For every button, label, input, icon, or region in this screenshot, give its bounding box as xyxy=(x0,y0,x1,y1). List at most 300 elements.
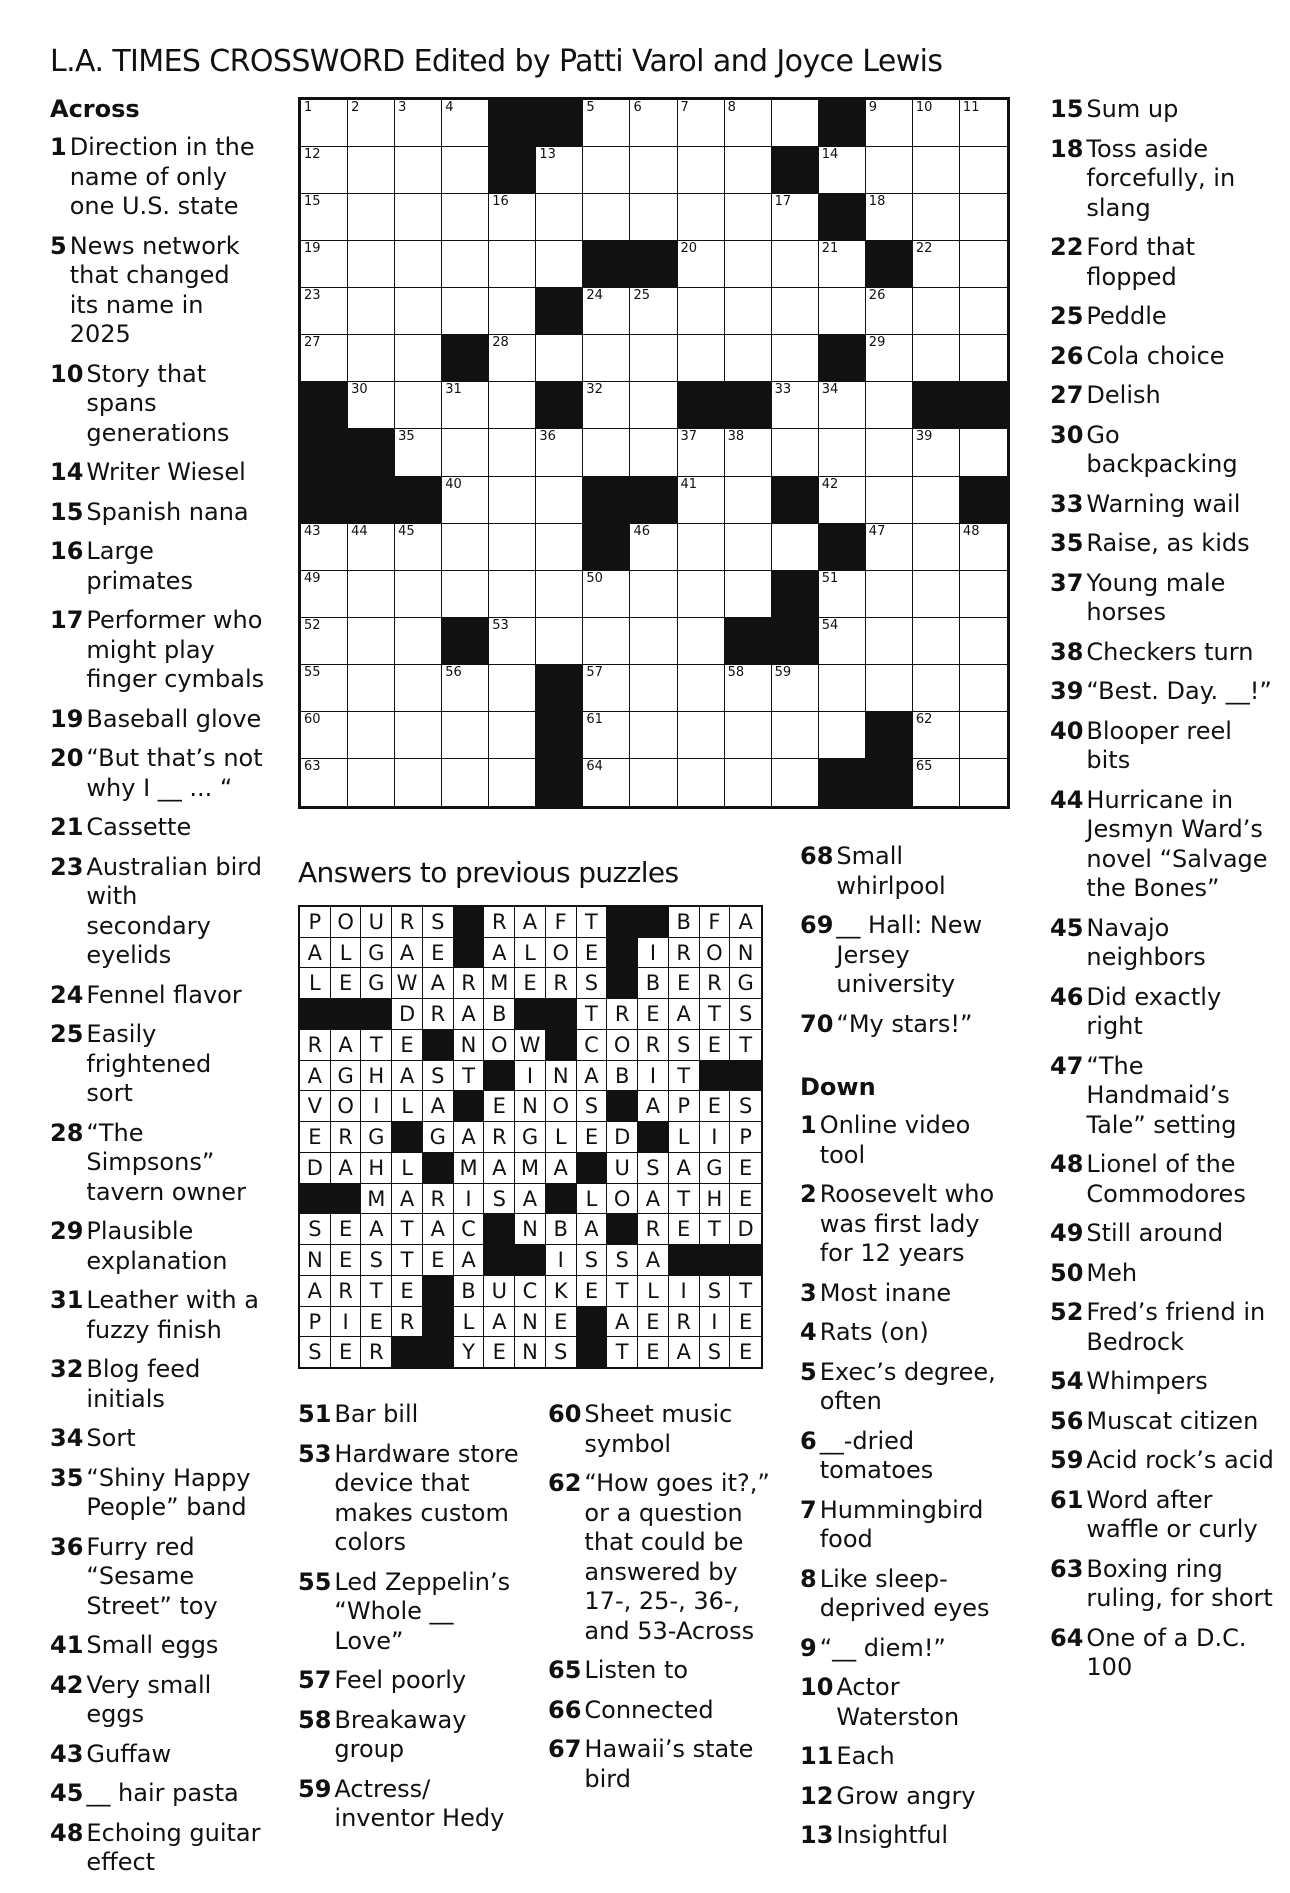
grid-cell[interactable] xyxy=(913,477,960,524)
answer-cell: O xyxy=(607,1184,638,1215)
grid-cell[interactable] xyxy=(772,241,819,288)
grid-cell[interactable] xyxy=(395,100,442,147)
grid-cell[interactable] xyxy=(536,429,583,476)
clue-list xyxy=(800,1111,1015,1851)
clue-item xyxy=(298,1706,523,1765)
grid-cell[interactable] xyxy=(348,571,395,618)
grid-cell[interactable] xyxy=(866,147,913,194)
grid-cell[interactable] xyxy=(489,241,536,288)
clue-number: 7 xyxy=(800,1495,817,1524)
grid-cell[interactable] xyxy=(395,147,442,194)
answer-cell: B xyxy=(638,968,669,999)
grid-cell[interactable] xyxy=(536,194,583,241)
grid-cell[interactable] xyxy=(819,571,866,618)
answer-cell: R xyxy=(484,1122,515,1153)
block-cell xyxy=(678,382,725,429)
grid-cell[interactable] xyxy=(678,241,725,288)
grid-cell[interactable] xyxy=(395,241,442,288)
grid-cell[interactable] xyxy=(819,382,866,429)
grid-cell[interactable] xyxy=(725,429,772,476)
grid-cell[interactable] xyxy=(866,477,913,524)
grid-cell[interactable] xyxy=(301,335,348,382)
cell-number: 22 xyxy=(915,241,933,257)
grid-cell[interactable] xyxy=(583,194,630,241)
clue-text: News network that changed its name in 2025 xyxy=(69,231,240,348)
grid-cell[interactable] xyxy=(442,147,489,194)
grid-cell[interactable] xyxy=(725,665,772,712)
answer-block-cell xyxy=(392,1122,423,1153)
answer-cell: A xyxy=(300,1061,331,1092)
grid-cell[interactable] xyxy=(395,665,442,712)
grid-cell[interactable] xyxy=(772,429,819,476)
grid-cell[interactable] xyxy=(866,665,913,712)
grid-cell[interactable] xyxy=(913,712,960,759)
grid-cell[interactable] xyxy=(489,335,536,382)
answer-block-cell xyxy=(700,1061,731,1092)
answer-cell: A xyxy=(423,968,454,999)
grid-cell[interactable] xyxy=(442,759,489,806)
grid-cell[interactable] xyxy=(442,477,489,524)
grid-cell[interactable] xyxy=(960,618,1007,665)
grid-cell[interactable] xyxy=(819,288,866,335)
grid-cell[interactable] xyxy=(630,759,677,806)
block-cell xyxy=(348,477,395,524)
grid-cell[interactable] xyxy=(301,665,348,712)
clue-item xyxy=(50,133,265,222)
cell-number: 37 xyxy=(680,429,698,445)
clue-item xyxy=(1050,342,1275,372)
answer-block-cell xyxy=(607,1214,638,1245)
grid-cell[interactable] xyxy=(960,335,1007,382)
grid-cell[interactable] xyxy=(630,147,677,194)
grid-cell[interactable] xyxy=(866,618,913,665)
answer-cell: S xyxy=(423,907,454,938)
clue-number: 22 xyxy=(1050,233,1084,261)
answer-cell: G xyxy=(515,1122,546,1153)
clue-number: 5 xyxy=(50,231,67,260)
answer-block-cell xyxy=(607,1091,638,1122)
grid-cell[interactable] xyxy=(630,524,677,571)
grid-cell[interactable] xyxy=(819,241,866,288)
block-cell xyxy=(583,524,630,571)
grid-cell[interactable] xyxy=(583,665,630,712)
grid-cell[interactable] xyxy=(725,100,772,147)
grid-cell[interactable] xyxy=(301,288,348,335)
grid-cell[interactable] xyxy=(489,194,536,241)
grid-cell[interactable] xyxy=(678,147,725,194)
grid-cell[interactable] xyxy=(301,712,348,759)
grid-cell[interactable] xyxy=(583,618,630,665)
grid-cell[interactable] xyxy=(348,524,395,571)
grid-cell[interactable] xyxy=(678,712,725,759)
grid-cell[interactable] xyxy=(866,335,913,382)
grid-cell[interactable] xyxy=(960,147,1007,194)
grid-cell[interactable] xyxy=(583,382,630,429)
grid-cell[interactable] xyxy=(489,759,536,806)
answer-cell: T xyxy=(700,1214,731,1245)
grid-cell[interactable] xyxy=(301,147,348,194)
grid-cell[interactable] xyxy=(536,147,583,194)
clue-text: “Best. Day. __!” xyxy=(1086,677,1272,705)
grid-cell[interactable] xyxy=(960,429,1007,476)
answer-cell: R xyxy=(331,1276,362,1307)
clue-number: 40 xyxy=(1050,716,1084,745)
grid-cell[interactable] xyxy=(395,759,442,806)
grid-cell[interactable] xyxy=(583,147,630,194)
grid-cell[interactable] xyxy=(630,335,677,382)
cell-number: 12 xyxy=(304,147,321,163)
clue-text: Actress/ inventor Hedy xyxy=(334,1774,505,1832)
grid-cell[interactable] xyxy=(913,288,960,335)
cell-number: 50 xyxy=(586,570,603,586)
clue-item xyxy=(1050,1407,1275,1437)
grid-cell[interactable] xyxy=(489,429,536,476)
clue-item xyxy=(800,1010,1015,1040)
grid-cell[interactable] xyxy=(725,288,772,335)
grid-cell[interactable] xyxy=(866,382,913,429)
clue-number: 39 xyxy=(1050,677,1084,705)
grid-cell[interactable] xyxy=(630,571,677,618)
grid-cell[interactable] xyxy=(489,288,536,335)
grid-cell[interactable] xyxy=(301,524,348,571)
clue-number: 53 xyxy=(298,1439,332,1468)
answer-cell: N xyxy=(546,1061,577,1092)
grid-cell[interactable] xyxy=(913,618,960,665)
grid-cell[interactable] xyxy=(678,288,725,335)
grid-cell[interactable] xyxy=(301,241,348,288)
grid-cell[interactable] xyxy=(725,194,772,241)
clue-list xyxy=(800,842,1015,1039)
grid-cell[interactable] xyxy=(913,335,960,382)
grid-cell[interactable] xyxy=(725,241,772,288)
grid-cell[interactable] xyxy=(772,194,819,241)
grid-cell[interactable] xyxy=(583,335,630,382)
grid-cell[interactable] xyxy=(348,100,395,147)
clue-number: 23 xyxy=(50,852,84,881)
cell-number: 54 xyxy=(821,617,839,633)
answer-cell: R xyxy=(638,1214,669,1245)
answer-cell: R xyxy=(423,1184,454,1215)
grid-cell[interactable] xyxy=(725,335,772,382)
grid-cell[interactable] xyxy=(583,571,630,618)
grid-cell[interactable] xyxy=(583,100,630,147)
publication-name: L.A. TIMES CROSSWORD xyxy=(50,44,405,79)
grid-cell[interactable] xyxy=(913,665,960,712)
answer-block-cell xyxy=(700,1245,731,1276)
grid-cell[interactable] xyxy=(630,429,677,476)
clue-number: 66 xyxy=(548,1695,582,1724)
grid-cell[interactable] xyxy=(536,571,583,618)
grid-cell[interactable] xyxy=(395,382,442,429)
crossword-grid[interactable] xyxy=(298,97,1010,809)
grid-cell[interactable] xyxy=(866,571,913,618)
answer-cell: R xyxy=(546,968,577,999)
grid-cell[interactable] xyxy=(536,241,583,288)
answer-block-cell xyxy=(331,1184,362,1215)
grid-cell[interactable] xyxy=(583,288,630,335)
clue-text: Online video tool xyxy=(819,1111,971,1169)
grid-cell[interactable] xyxy=(348,759,395,806)
grid-cell[interactable] xyxy=(678,665,725,712)
block-cell xyxy=(536,100,583,147)
clue-text: Small eggs xyxy=(86,1631,219,1659)
answer-cell: I xyxy=(700,1122,731,1153)
grid-cell[interactable] xyxy=(725,712,772,759)
grid-cell[interactable] xyxy=(348,665,395,712)
answer-cell: E xyxy=(300,1122,331,1153)
grid-cell[interactable] xyxy=(913,759,960,806)
grid-cell[interactable] xyxy=(819,665,866,712)
answer-cell: R xyxy=(607,999,638,1030)
grid-cell[interactable] xyxy=(819,618,866,665)
grid-cell[interactable] xyxy=(489,665,536,712)
clue-number: 50 xyxy=(1050,1258,1084,1287)
answer-cell: L xyxy=(638,1276,669,1307)
grid-cell[interactable] xyxy=(489,477,536,524)
grid-cell[interactable] xyxy=(583,759,630,806)
clue-item xyxy=(50,537,265,596)
grid-cell[interactable] xyxy=(913,100,960,147)
grid-cell[interactable] xyxy=(395,429,442,476)
grid-cell[interactable] xyxy=(772,712,819,759)
grid-cell[interactable] xyxy=(678,618,725,665)
grid-cell[interactable] xyxy=(866,429,913,476)
clue-item xyxy=(50,853,265,971)
block-cell xyxy=(442,618,489,665)
grid-cell[interactable] xyxy=(913,194,960,241)
grid-cell[interactable] xyxy=(630,194,677,241)
clue-text: “But that’s not why I __ ... “ xyxy=(86,744,263,802)
answer-cell: I xyxy=(669,1276,700,1307)
grid-cell[interactable] xyxy=(866,524,913,571)
grid-cell[interactable] xyxy=(395,194,442,241)
cell-number: 4 xyxy=(445,100,454,115)
grid-cell[interactable] xyxy=(725,147,772,194)
grid-cell[interactable] xyxy=(960,665,1007,712)
answer-cell: E xyxy=(669,968,700,999)
grid-cell[interactable] xyxy=(819,147,866,194)
grid-cell[interactable] xyxy=(960,100,1007,147)
grid-cell[interactable] xyxy=(725,571,772,618)
clue-item xyxy=(50,1020,265,1109)
answer-cell: R xyxy=(331,1122,362,1153)
grid-cell[interactable] xyxy=(678,759,725,806)
grid-cell[interactable] xyxy=(348,382,395,429)
cell-number: 16 xyxy=(492,194,509,210)
grid-cell[interactable] xyxy=(960,241,1007,288)
answer-cell: F xyxy=(546,907,577,938)
grid-cell[interactable] xyxy=(442,194,489,241)
clue-number: 58 xyxy=(298,1705,332,1734)
grid-cell[interactable] xyxy=(442,712,489,759)
grid-cell[interactable] xyxy=(772,524,819,571)
grid-cell[interactable] xyxy=(960,759,1007,806)
grid-cell[interactable] xyxy=(960,524,1007,571)
grid-cell[interactable] xyxy=(678,477,725,524)
grid-cell[interactable] xyxy=(348,618,395,665)
grid-cell[interactable] xyxy=(489,524,536,571)
answer-cell: B xyxy=(669,907,700,938)
grid-cell[interactable] xyxy=(301,759,348,806)
answer-cell: N xyxy=(515,1214,546,1245)
grid-cell[interactable] xyxy=(772,100,819,147)
clue-number: 15 xyxy=(1050,95,1084,123)
answer-cell: R xyxy=(423,999,454,1030)
clue-item xyxy=(1050,1052,1275,1141)
grid-cell[interactable] xyxy=(442,429,489,476)
grid-cell[interactable] xyxy=(442,524,489,571)
grid-cell[interactable] xyxy=(395,571,442,618)
grid-cell[interactable] xyxy=(630,288,677,335)
grid-cell[interactable] xyxy=(913,571,960,618)
clue-item xyxy=(800,1821,1015,1851)
grid-cell[interactable] xyxy=(489,571,536,618)
grid-cell[interactable] xyxy=(678,429,725,476)
cell-number: 46 xyxy=(633,523,650,539)
grid-cell[interactable] xyxy=(442,288,489,335)
grid-cell[interactable] xyxy=(819,429,866,476)
clue-number: 2 xyxy=(800,1180,817,1208)
clue-item xyxy=(1050,1486,1275,1545)
grid-cell[interactable] xyxy=(489,382,536,429)
grid-cell[interactable] xyxy=(395,524,442,571)
clue-item xyxy=(800,1279,1015,1309)
answer-cell: H xyxy=(700,1184,731,1215)
grid-cell[interactable] xyxy=(395,288,442,335)
clue-item xyxy=(50,1819,265,1878)
grid-cell[interactable] xyxy=(583,712,630,759)
answer-cell: U xyxy=(361,907,392,938)
answer-cell: E xyxy=(331,1214,362,1245)
grid-cell[interactable] xyxy=(348,288,395,335)
grid-cell[interactable] xyxy=(301,194,348,241)
clue-item xyxy=(298,1775,523,1834)
grid-cell[interactable] xyxy=(630,665,677,712)
grid-cell[interactable] xyxy=(442,241,489,288)
clue-text: Young male horses xyxy=(1086,568,1226,626)
grid-cell[interactable] xyxy=(866,194,913,241)
grid-cell[interactable] xyxy=(725,477,772,524)
answer-cell: S xyxy=(423,1061,454,1092)
grid-cell[interactable] xyxy=(630,382,677,429)
grid-cell[interactable] xyxy=(348,335,395,382)
grid-cell[interactable] xyxy=(630,100,677,147)
clue-text: Furry red “Sesame Street” toy xyxy=(86,1532,218,1620)
grid-cell[interactable] xyxy=(678,194,725,241)
grid-cell[interactable] xyxy=(395,335,442,382)
cell-number: 57 xyxy=(586,664,603,680)
answer-cell: T xyxy=(607,1337,638,1368)
answer-cell: A xyxy=(484,1307,515,1338)
grid-cell[interactable] xyxy=(442,100,489,147)
grid-cell[interactable] xyxy=(913,241,960,288)
answer-cell: E xyxy=(638,1337,669,1368)
answer-cell: T xyxy=(730,1030,761,1061)
grid-cell[interactable] xyxy=(819,477,866,524)
grid-cell[interactable] xyxy=(678,524,725,571)
cell-number: 8 xyxy=(727,100,736,115)
grid-cell[interactable] xyxy=(395,618,442,665)
clue-item xyxy=(50,1779,265,1809)
grid-cell[interactable] xyxy=(630,712,677,759)
grid-cell[interactable] xyxy=(960,571,1007,618)
grid-cell[interactable] xyxy=(630,618,677,665)
grid-cell[interactable] xyxy=(348,147,395,194)
answer-cell: A xyxy=(392,938,423,969)
grid-cell[interactable] xyxy=(536,618,583,665)
grid-cell[interactable] xyxy=(348,241,395,288)
clue-item xyxy=(1050,1367,1275,1397)
grid-cell[interactable] xyxy=(960,288,1007,335)
block-cell xyxy=(819,335,866,382)
answer-cell: A xyxy=(454,1245,485,1276)
grid-cell[interactable] xyxy=(725,759,772,806)
answer-cell: S xyxy=(607,1245,638,1276)
clue-item xyxy=(1050,786,1275,904)
grid-cell[interactable] xyxy=(489,618,536,665)
clue-text: Did exactly right xyxy=(1086,982,1222,1040)
grid-cell[interactable] xyxy=(536,477,583,524)
grid-cell[interactable] xyxy=(866,100,913,147)
grid-cell[interactable] xyxy=(772,288,819,335)
grid-cell[interactable] xyxy=(960,712,1007,759)
down-heading: Down xyxy=(800,1073,876,1101)
grid-cell[interactable] xyxy=(678,335,725,382)
grid-cell[interactable] xyxy=(583,429,630,476)
clue-item xyxy=(548,1735,773,1794)
grid-cell[interactable] xyxy=(536,524,583,571)
answer-block-cell xyxy=(392,1337,423,1368)
grid-cell[interactable] xyxy=(866,288,913,335)
clue-item xyxy=(1050,569,1275,628)
answer-cell: A xyxy=(484,1153,515,1184)
grid-cell[interactable] xyxy=(489,712,536,759)
answer-cell: A xyxy=(669,999,700,1030)
grid-cell[interactable] xyxy=(678,100,725,147)
grid-cell[interactable] xyxy=(913,429,960,476)
grid-cell[interactable] xyxy=(536,335,583,382)
grid-cell[interactable] xyxy=(301,618,348,665)
grid-cell[interactable] xyxy=(301,571,348,618)
grid-cell[interactable] xyxy=(301,100,348,147)
clue-text: Hummingbird food xyxy=(819,1495,984,1553)
answers-title: Answers to previous puzzles xyxy=(298,856,679,889)
grid-cell[interactable] xyxy=(442,571,489,618)
grid-cell[interactable] xyxy=(678,571,725,618)
grid-cell[interactable] xyxy=(442,382,489,429)
grid-cell[interactable] xyxy=(913,524,960,571)
grid-cell[interactable] xyxy=(725,524,772,571)
answer-cell: R xyxy=(669,938,700,969)
grid-cell[interactable] xyxy=(395,712,442,759)
grid-cell[interactable] xyxy=(772,665,819,712)
clue-item xyxy=(1050,1150,1275,1209)
clue-text: Navajo neighbors xyxy=(1086,913,1206,971)
grid-cell[interactable] xyxy=(960,194,1007,241)
grid-cell[interactable] xyxy=(348,194,395,241)
answer-block-cell xyxy=(454,907,485,938)
grid-cell[interactable] xyxy=(772,759,819,806)
grid-cell[interactable] xyxy=(772,335,819,382)
grid-cell[interactable] xyxy=(819,712,866,759)
answer-cell: I xyxy=(700,1307,731,1338)
grid-cell[interactable] xyxy=(348,712,395,759)
grid-cell[interactable] xyxy=(772,382,819,429)
grid-cell[interactable] xyxy=(442,665,489,712)
clue-number: 48 xyxy=(50,1818,84,1847)
answer-cell: O xyxy=(331,907,362,938)
grid-cell[interactable] xyxy=(913,147,960,194)
